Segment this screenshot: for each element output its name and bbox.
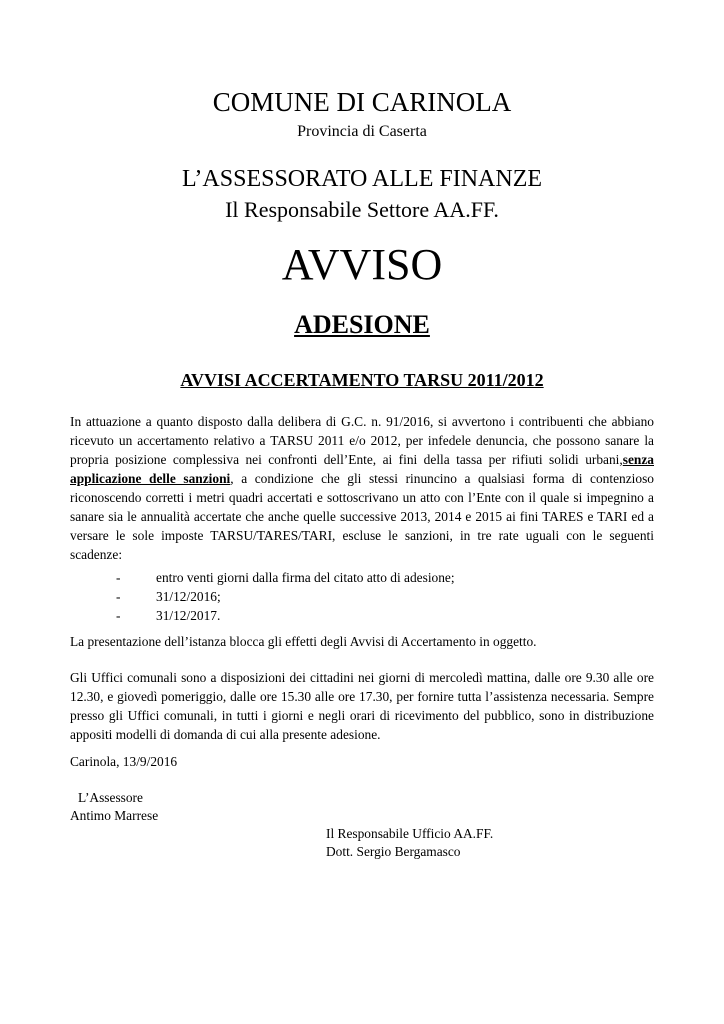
signature-right-role: Il Responsabile Ufficio AA.FF. [326,826,494,841]
body-paragraph-2: La presentazione dell’istanza blocca gli effetti degli Avvisi di Accertamento in oggetto. [70,634,537,649]
list-item [70,587,654,606]
deadline-list [70,568,654,625]
signature-left-role: L’Assessore [78,790,143,805]
province-name: Provincia di Caserta [297,123,427,140]
list-marker: - [116,570,121,585]
place-and-date: Carinola, 13/9/2016 [70,754,178,769]
department-responsible: Il Responsabile Settore AA.FF. [225,197,499,222]
department-title: L’ASSESSORATO ALLE FINANZE [181,166,543,192]
list-marker: - [116,608,121,623]
notice-heading [0,368,724,392]
signature-right-name: Dott. Sergio Bergamasco [326,844,461,859]
notice-subtitle-text: ADESIONE [294,310,430,339]
body-paragraph-1 [70,412,654,564]
list-item-text: 31/12/2017. [156,608,221,623]
body-paragraph-1-end: , a condizione che gli stessi rinuncino a qualsiasi forma di contenzioso riconoscendo corretti i metri quadri accertati e sottoscrivano un atto con l’Ente con il quale si impegnino a sanare sia le annualità accertate che anche quelle successive 2013, 2014 e 2015 ai fini TARES e TARI ed a versare le sole imposte TARSU/TARES/TARI, escluse le sanzioni, in tre rate uguali con le seguenti scadenze: [70,471,654,562]
municipality-name: COMUNE DI CARINOLA [212,87,512,117]
list-item [70,568,654,587]
body-paragraph-1-emphasis: senza applicazione delle sanzioni [70,452,654,486]
body-paragraph-3: Gli Uffici comunali sono a disposizioni dei cittadini nei giorni di mercoledì mattina, dalle ore 9.30 alle ore 12.30, e giovedì pomeriggio, dalle ore 15.30 alle ore 17.30, per fornire tutta l’assistenza necessaria. Sempre presso gli Uffici comunali, in tutti i giorni e negli orari di ricevimento del pubblico, sono in distribuzione appositi modelli di domanda di cui alla presente adesione. [70,670,654,742]
list-item-text: entro venti giorni dalla firma del citato atto di adesione; [156,570,455,585]
signature-left-name: Antimo Marrese [70,808,159,823]
notice-subtitle [0,308,724,342]
list-marker: - [116,589,121,604]
body-paragraph-1-start: In attuazione a quanto disposto dalla delibera di G.C. n. 91/2016, si avvertono i contribuenti che abbiano ricevuto un accertamento relativo a TARSU 2011 e/o 2012, per infedele denuncia, che possono sanare la propria posizione complessiva nei confronti dell’Ente, ai fini della tassa per rifiuti solidi urbani, [70,414,654,467]
notice-heading-text: AVVISI ACCERTAMENTO TARSU 2011/2012 [180,370,544,390]
list-item-text: 31/12/2016; [156,589,221,604]
notice-title: AVVISO [281,240,443,289]
list-item [70,606,654,625]
